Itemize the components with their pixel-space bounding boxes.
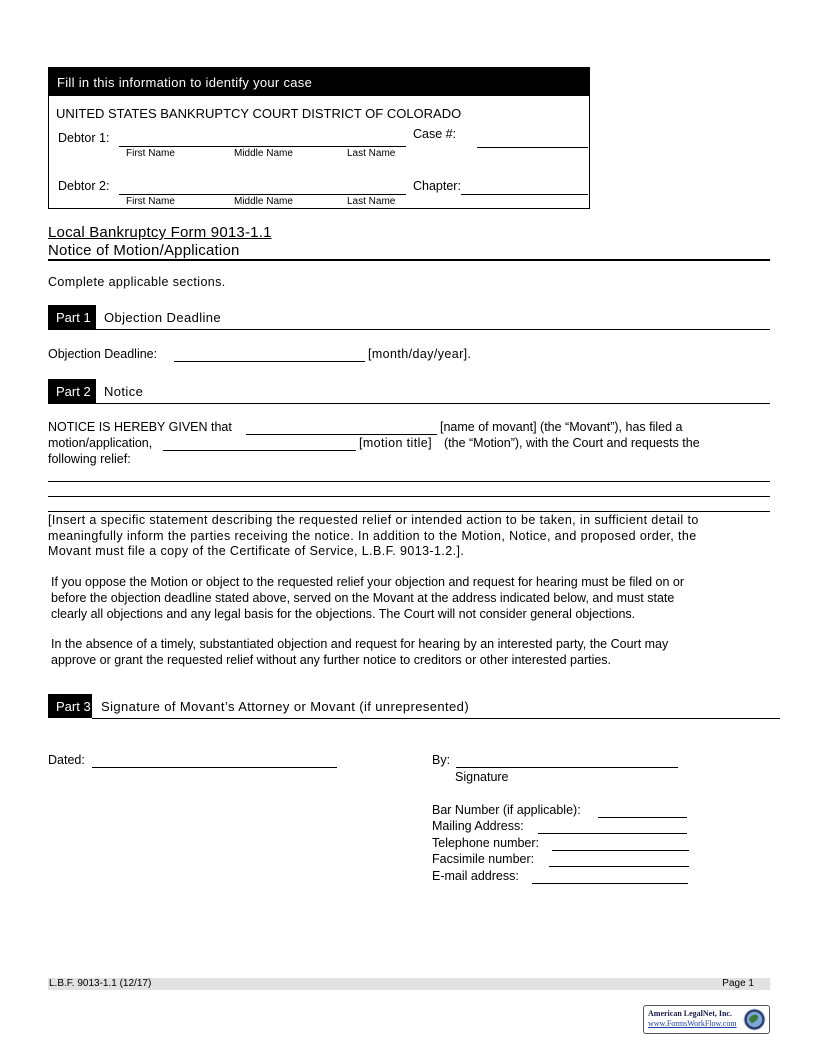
chapter-field[interactable] <box>461 194 588 195</box>
mailing-address-label: Mailing Address: <box>432 819 524 833</box>
part3-tag <box>48 694 92 718</box>
facsimile-field[interactable] <box>549 866 689 867</box>
email-field[interactable] <box>532 883 688 884</box>
motion-title-field[interactable] <box>163 450 356 451</box>
mailing-address-field[interactable] <box>538 833 687 834</box>
footer-bar <box>48 978 770 990</box>
form-subtitle: Notice of Motion/Application <box>48 242 240 259</box>
oppose-line-2: before the objection deadline stated above, served on the Movant at the address indicated below, and must state <box>51 591 675 605</box>
debtor1-first-name-caption: First Name <box>126 148 175 159</box>
oppose-line-1: If you oppose the Motion or object to the requested relief your objection and request for hearing must be filed on or <box>51 575 685 589</box>
debtor1-middle-name-caption: Middle Name <box>234 148 293 159</box>
case-number-label: Case #: <box>413 127 457 141</box>
part2-tag <box>48 379 96 403</box>
facsimile-label: Facsimile number: <box>432 852 535 866</box>
absence-line-2: approve or grant the requested relief without any further notice to creditors or other interested parties. <box>51 653 612 667</box>
part2-title: Notice <box>104 384 144 399</box>
dated-field[interactable] <box>92 767 337 768</box>
logo-company: American LegalNet, Inc. <box>648 1009 732 1018</box>
signature-caption: Signature <box>455 770 509 784</box>
case-info-box <box>48 67 590 209</box>
footer-form-id: L.B.F. 9013-1.1 (12/17) <box>49 978 152 989</box>
objection-deadline-label: Objection Deadline: <box>48 347 158 361</box>
telephone-field[interactable] <box>552 850 689 851</box>
relief-line-1[interactable] <box>48 481 770 482</box>
debtor2-middle-name-caption: Middle Name <box>234 196 293 207</box>
dated-label: Dated: <box>48 753 85 767</box>
case-info-header <box>49 68 589 96</box>
notice-lead: NOTICE IS HEREBY GIVEN that <box>48 420 232 434</box>
part2-tag-text: Part 2 <box>56 384 91 399</box>
debtor2-first-name-caption: First Name <box>126 196 175 207</box>
email-label: E-mail address: <box>432 869 519 883</box>
chapter-label: Chapter: <box>413 179 461 193</box>
oppose-paragraph <box>51 574 684 622</box>
motion-lead: motion/application, <box>48 436 153 450</box>
relief-line-3[interactable] <box>48 511 770 512</box>
debtor1-last-name-caption: Last Name <box>347 148 396 159</box>
bar-number-field[interactable] <box>598 817 687 818</box>
debtor1-field[interactable] <box>119 146 406 147</box>
case-number-field[interactable] <box>477 147 588 148</box>
signature-field[interactable] <box>456 767 678 768</box>
footer-page-number: Page 1 <box>722 978 754 989</box>
part2-rule <box>48 403 770 404</box>
instructions: Complete applicable sections. <box>48 275 226 289</box>
debtor2-last-name-caption: Last Name <box>347 196 396 207</box>
movant-hint: [name of movant] (the “Movant”), has filed a <box>440 420 683 434</box>
motion-tail: (the “Motion”), with the Court and requests the <box>444 436 700 450</box>
relief-line-2[interactable] <box>48 496 770 497</box>
title-rule <box>48 259 770 261</box>
bar-number-label: Bar Number (if applicable): <box>432 803 581 817</box>
debtor2-field[interactable] <box>119 194 406 195</box>
objection-deadline-hint: [month/day/year]. <box>368 347 472 361</box>
by-label: By: <box>432 753 451 767</box>
motion-hint: [motion title] <box>359 436 432 450</box>
debtor1-label: Debtor 1: <box>58 131 110 145</box>
movant-name-field[interactable] <box>246 434 437 435</box>
absence-line-1: In the absence of a timely, substantiated objection and request for hearing by an interested party, the Court may <box>51 637 669 651</box>
absence-paragraph <box>51 636 668 668</box>
logo-url: www.FormsWorkFlow.com <box>648 1019 737 1028</box>
relief-label: following relief: <box>48 452 131 466</box>
part1-tag <box>48 305 96 329</box>
debtor2-label: Debtor 2: <box>58 179 110 193</box>
part1-title: Objection Deadline <box>104 310 222 325</box>
part1-rule <box>48 329 770 330</box>
insert-line-1: [Insert a specific statement describing the requested relief or intended action to be taken, in sufficient detail to <box>48 513 699 527</box>
part3-tag-text: Part 3 <box>56 699 91 714</box>
part3-title: Signature of Movant’s Attorney or Movant (if unrepresented) <box>101 699 470 714</box>
globe-icon <box>743 1008 766 1031</box>
court-name: UNITED STATES BANKRUPTCY COURT DISTRICT OF COLORADO <box>56 106 462 121</box>
insert-line-2: meaningfully inform the parties receiving the notice. In addition to the Motion, Notice, and proposed order, the <box>48 528 697 543</box>
american-legalnet-logo[interactable] <box>643 1005 770 1034</box>
insert-instruction <box>48 513 699 560</box>
objection-deadline-field[interactable] <box>174 361 365 362</box>
insert-line-3: Movant must file a copy of the Certificate of Service, L.B.F. 9013-1.2.]. <box>48 544 465 558</box>
form-title: Local Bankruptcy Form 9013-1.1 <box>48 224 272 241</box>
part3-rule <box>92 718 780 719</box>
part1-tag-text: Part 1 <box>56 310 91 325</box>
telephone-label: Telephone number: <box>432 836 540 850</box>
oppose-line-3: clearly all objections and any legal basis for the objections. The Court will not consider general objections. <box>51 607 636 621</box>
case-info-header-text: Fill in this information to identify your case <box>57 75 313 90</box>
